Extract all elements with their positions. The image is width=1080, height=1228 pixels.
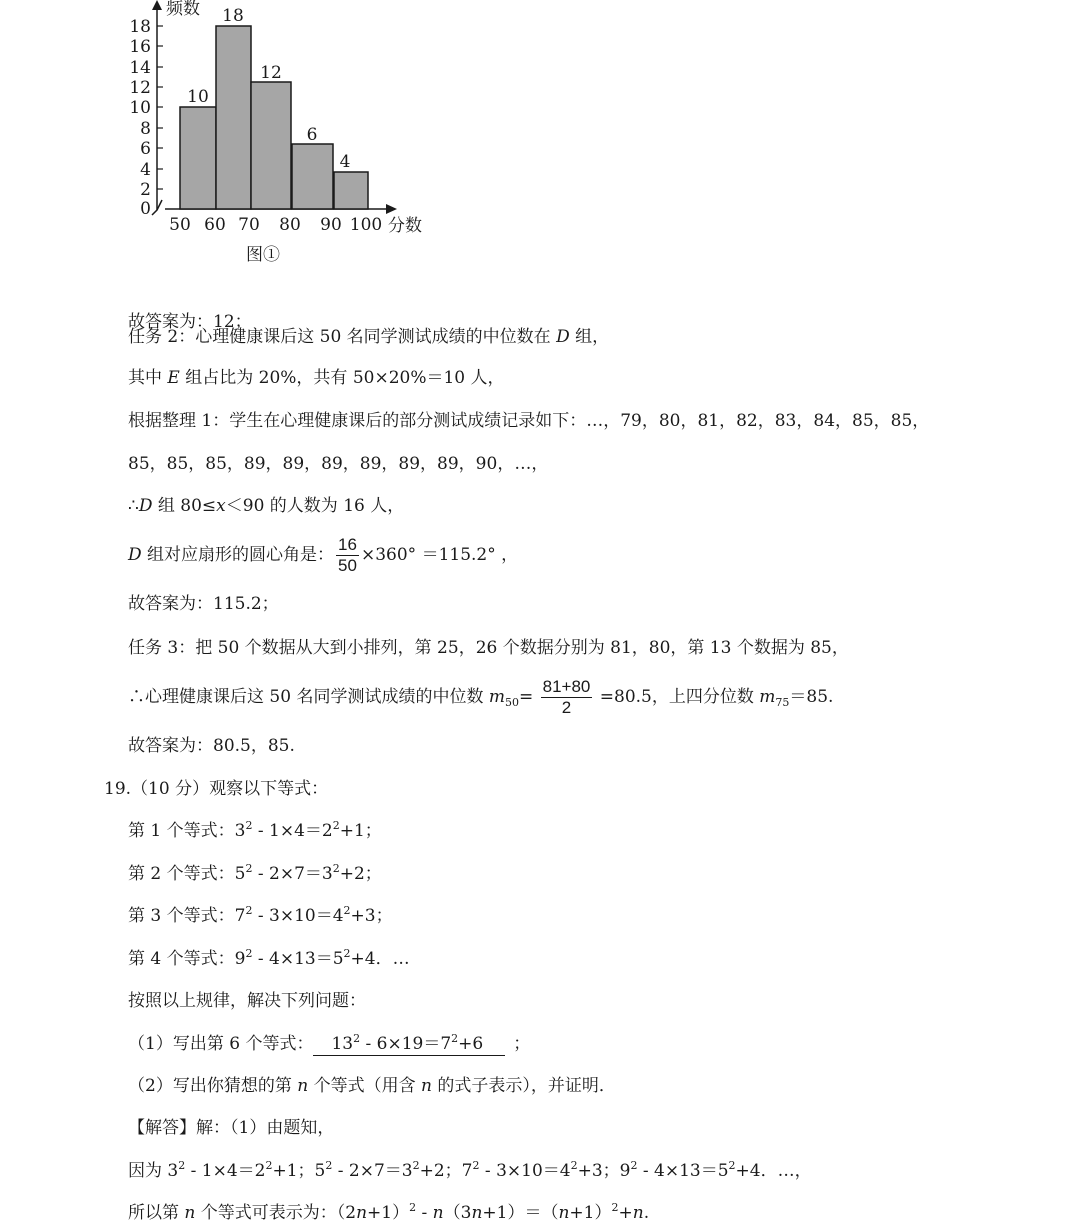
task2-line-5: ∴D 组 80≤x＜90 的人数为 16 人， [128, 496, 405, 516]
task2-line-1: 任务 2：心理健康课后这 50 名同学测试成绩的中位数在 D 组， [128, 327, 610, 347]
task3-line-1: 任务 3：把 50 个数据从大到小排列，第 25，26 个数据分别为 81，80，第 13 个数据为 85， [128, 638, 849, 658]
bar-60-70 [216, 26, 251, 209]
rule-line: 按照以上规律，解决下列问题： [128, 991, 366, 1011]
answer-line-1: 故答案为：12； [128, 312, 252, 332]
svg-text:16: 16 [129, 37, 151, 57]
part-2-line: （2）写出你猜想的第 n 个等式（用含 n 的式子表示），并证明． [128, 1076, 616, 1096]
solution-heading: 【解答】解：（1）由题知， [128, 1118, 335, 1138]
answer-blank: $13^2 - 6\times 19=7^2+6$ [313, 1033, 505, 1056]
task2-line-3: 根据整理 1：学生在心理健康课后的部分测试成绩记录如下：…，79，80，81，82，83，84，85，85， [128, 411, 930, 431]
bar-80-90 [292, 144, 333, 209]
equation-1: 第 1 个等式：$3^2 - 1\times 4=2^2+1$； [128, 819, 382, 841]
svg-text:14: 14 [129, 58, 151, 78]
svg-text:80: 80 [279, 215, 301, 235]
svg-text:4: 4 [140, 160, 151, 180]
bar-70-80 [251, 82, 291, 209]
question-19-title: 19.（10 分）观察以下等式： [104, 779, 329, 799]
x-axis-arrow-icon [386, 204, 397, 214]
fraction-16-50: $\frac{16}{50}$ [338, 535, 357, 575]
svg-text:4: 4 [339, 152, 351, 172]
svg-text:18: 18 [222, 6, 244, 26]
svg-text:6: 6 [140, 139, 151, 159]
fraction-median: $\frac{81+80}{2}$ [542, 677, 591, 717]
y-axis-arrow-icon [152, 0, 162, 10]
svg-text:6: 6 [306, 125, 318, 145]
answer-line-3: 故答案为：80.5，85. [128, 736, 295, 756]
task2-line-6: D 组对应扇形的圆心角是： $\frac{16}{50}$ ×360° ＝115.2° ， [128, 535, 519, 575]
y-axis-label: 频数 [166, 0, 200, 19]
task3-line-2: ∴心理健康课后这 50 名同学测试成绩的中位数 $m_{50}=$ $\frac{81+80}{2}$ =80.5，上四分位数 $m_{75}=85$. [128, 677, 834, 717]
svg-text:0: 0 [140, 199, 151, 219]
x-axis-label: 分数 [388, 216, 422, 236]
part-1-line: （1）写出第 6 个等式： $13^2 - 6\times 19=7^2+6$ ； [128, 1032, 531, 1054]
svg-text:100: 100 [349, 215, 383, 235]
task2-line-2: 其中 E 组占比为 20%，共有 50×20%＝10 人， [128, 368, 505, 388]
answer-line-2: 故答案为：115.2； [128, 594, 279, 614]
svg-text:50: 50 [169, 215, 191, 235]
svg-text:18: 18 [129, 17, 151, 37]
svg-text:90: 90 [320, 215, 342, 235]
y-tick-labels [129, 17, 151, 219]
equation-3: 第 3 个等式：$7^2 - 3\times 10=4^2+3$； [128, 904, 393, 926]
task2-line-4: 85，85，85，89，89，89，89，89，89，90，…， [128, 454, 549, 474]
x-tick-labels [169, 215, 382, 235]
svg-text:12: 12 [260, 63, 282, 83]
equation-2: 第 2 个等式：$5^2 - 2\times 7=3^2+2$； [128, 862, 382, 884]
svg-text:10: 10 [129, 98, 151, 118]
svg-text:10: 10 [187, 87, 209, 107]
histogram-chart [120, 0, 440, 270]
svg-text:8: 8 [140, 119, 151, 139]
svg-text:70: 70 [238, 215, 260, 235]
bar-90-100 [334, 172, 368, 209]
svg-text:12: 12 [129, 78, 151, 98]
because-line: 因为 $3^2 - 1\times 4=2^2+1$；$5^2 - 2\times 7=3^2+2$；$7^2 - 3\times 10=4^2+3$；$9^2 - 4\times 13=5^2+4$．…， [128, 1159, 812, 1181]
equation-4: 第 4 个等式：$9^2 - 4\times 13=5^2+4$．… [128, 947, 410, 969]
bar-50-60 [180, 107, 216, 209]
figure-caption: 图① [246, 245, 280, 265]
general-formula-line: 所以第 n 个等式可表示为：$(2n+1)^2 - n(3n+1)=(n+1)^2+n$. [128, 1201, 650, 1223]
svg-text:2: 2 [140, 180, 151, 200]
svg-text:60: 60 [204, 215, 226, 235]
